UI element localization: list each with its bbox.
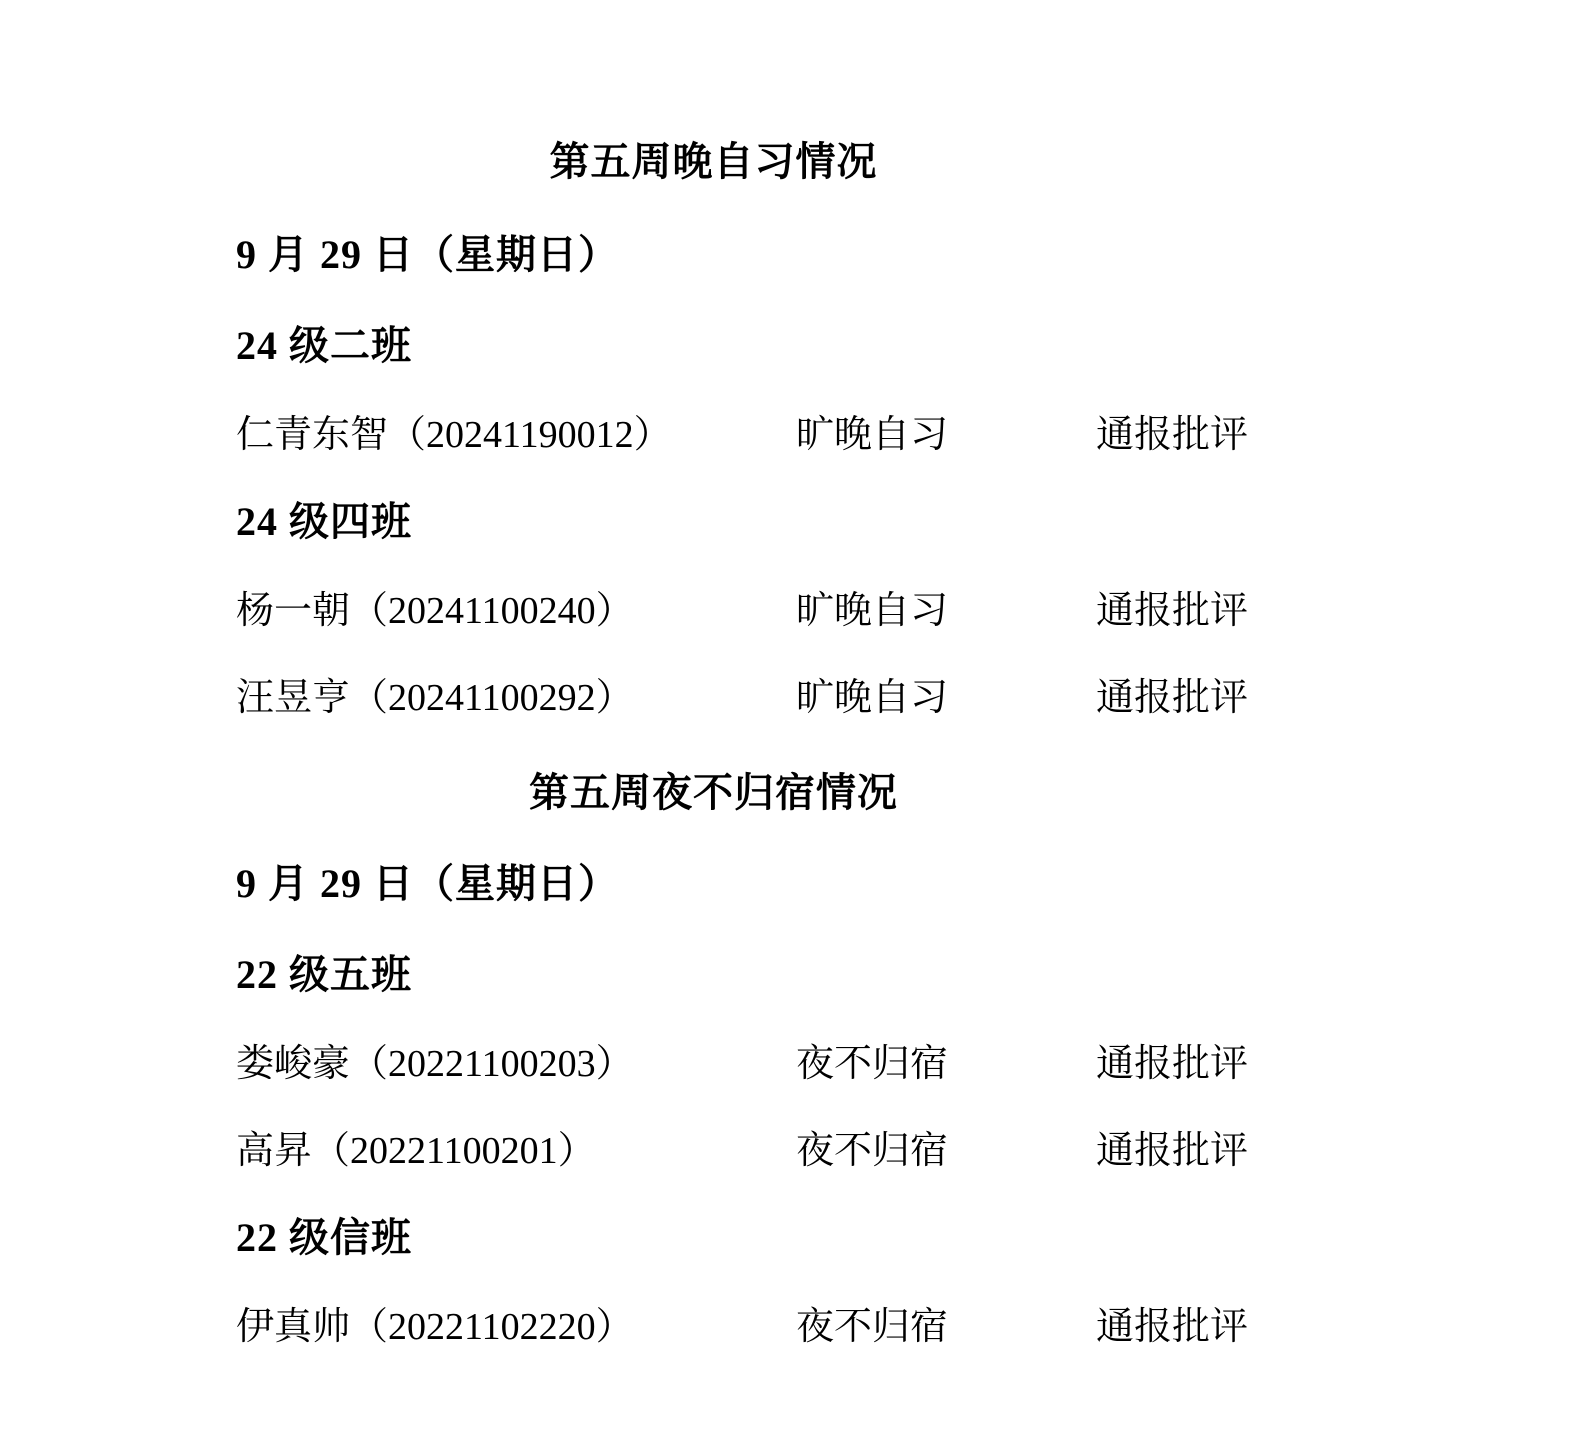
class-label: 22 级五班 [236, 952, 412, 997]
section-title: 第五周夜不归宿情况 [529, 770, 898, 815]
violation-reason: 旷晚自习 [796, 677, 949, 719]
record-row [150, 403, 1437, 458]
violation-reason: 旷晚自习 [796, 590, 949, 632]
punishment-action: 通报批评 [1096, 1130, 1249, 1172]
student-name-id: 伊真帅（20221102220） [236, 1306, 634, 1348]
section-date: 9 月 29 日（星期日） [236, 861, 619, 906]
punishment-action: 通报批评 [1096, 677, 1249, 719]
section-evening-study [150, 130, 1437, 721]
section-date: 9 月 29 日（星期日） [236, 232, 619, 277]
class-label: 24 级四班 [236, 499, 412, 544]
punishment-action: 通报批评 [1096, 1306, 1249, 1348]
class-group [150, 1206, 1437, 1350]
class-label: 22 级信班 [236, 1215, 412, 1260]
violation-reason: 夜不归宿 [796, 1306, 949, 1348]
section-overnight-absence [150, 761, 1437, 1350]
class-label: 24 级二班 [236, 323, 412, 368]
record-row [150, 579, 1437, 634]
violation-reason: 夜不归宿 [796, 1043, 949, 1085]
class-group [150, 490, 1437, 721]
class-group [150, 314, 1437, 458]
student-name-id: 仁青东智（20241190012） [236, 414, 672, 456]
student-name-id: 娄峻豪（20221100203） [236, 1043, 634, 1085]
student-name-id: 杨一朝（20241100240） [236, 590, 634, 632]
punishment-action: 通报批评 [1096, 414, 1249, 456]
violation-reason: 夜不归宿 [796, 1130, 949, 1172]
student-name-id: 高昇（20221100201） [236, 1130, 596, 1172]
section-title: 第五周晚自习情况 [549, 139, 878, 184]
punishment-action: 通报批评 [1096, 1043, 1249, 1085]
violation-reason: 旷晚自习 [796, 414, 949, 456]
record-row [150, 1295, 1437, 1350]
record-row [150, 1032, 1437, 1087]
record-row [150, 1119, 1437, 1174]
student-name-id: 汪昱亨（20241100292） [236, 677, 634, 719]
punishment-action: 通报批评 [1096, 590, 1249, 632]
class-group [150, 943, 1437, 1174]
record-row [150, 666, 1437, 721]
